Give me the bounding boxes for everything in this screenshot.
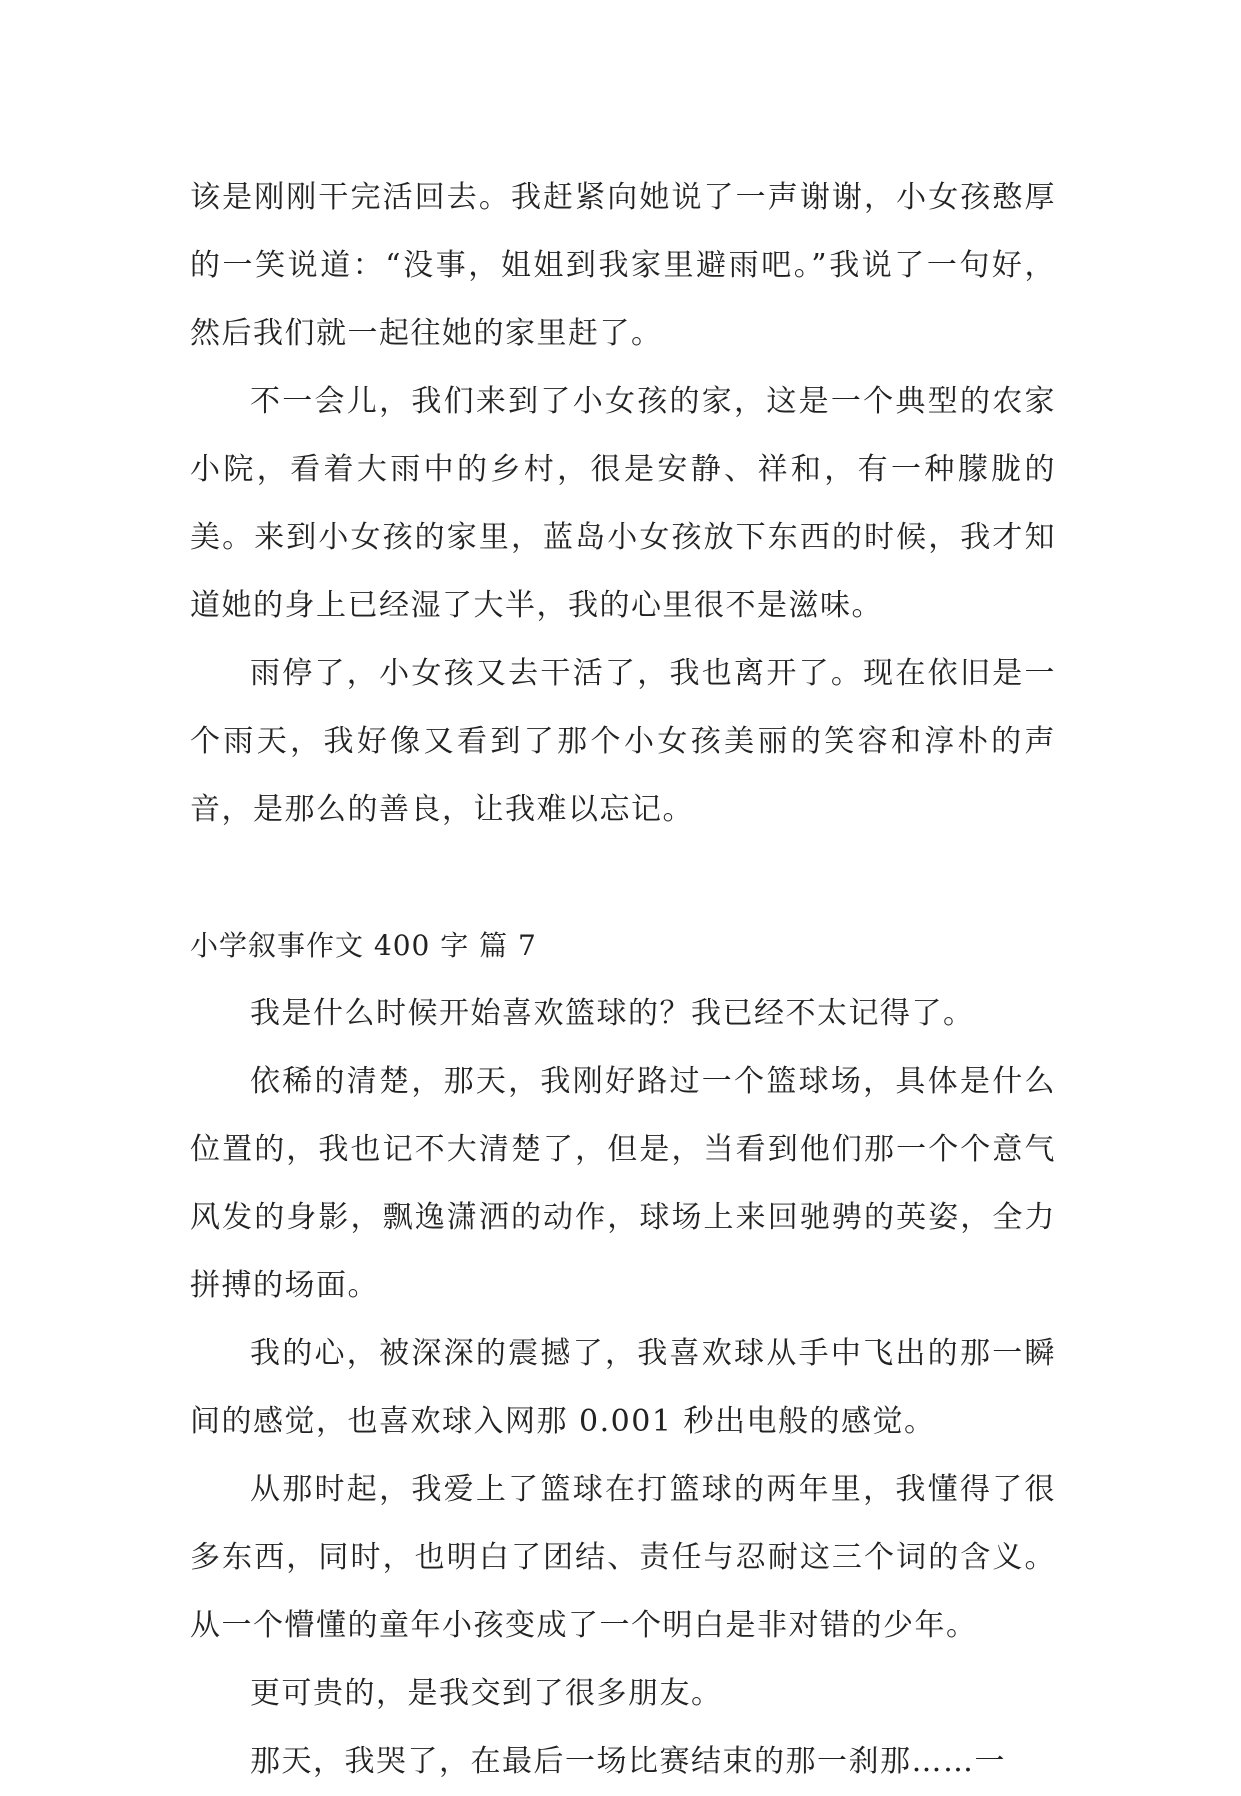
paragraph: 我是什么时候开始喜欢篮球的？我已经不太记得了。 — [250, 996, 975, 1031]
paragraph: 雨停了，小女孩又去干活了，我也离开了。现在依旧是一个雨天，我好像又看到了那个小女孩美丽的笑容和淳朴的声音，是那么的善良，让我难以忘记。 — [190, 656, 1056, 827]
paragraph: 那天，我哭了，在最后一场比赛结束的那一刹那……一 — [250, 1744, 1006, 1779]
paragraph: 从那时起，我爱上了篮球在打篮球的两年里，我懂得了很多东西，同时，也明白了团结、责任与忍耐这三个词的含义。从一个懵懂的童年小孩变成了一个明白是非对错的少年。 — [190, 1472, 1056, 1643]
paragraph: 依稀的清楚，那天，我刚好路过一个篮球场，具体是什么位置的，我也记不大清楚了，但是，当看到他们那一个个意气风发的身影，飘逸潇洒的动作，球场上来回驰骋的英姿，全力拼搏的场面。 — [190, 1064, 1056, 1303]
paragraph-continued: 该是刚刚干完活回去。我赶紧向她说了一声谢谢，小女孩憨厚的一笑说道：“没事，姐姐到我家里避雨吧。”我说了一句好，然后我们就一起往她的家里赶了。 — [190, 180, 1056, 351]
paragraph: 更可贵的，是我交到了很多朋友。 — [250, 1676, 723, 1711]
document-page — [190, 164, 1056, 1796]
paragraph: 我的心，被深深的震撼了，我喜欢球从手中飞出的那一瞬间的感觉，也喜欢球入网那 0.001 秒出电般的感觉。 — [190, 1336, 1056, 1439]
section-title: 小学叙事作文 400 字 篇 7 — [190, 929, 537, 962]
paragraph: 不一会儿，我们来到了小女孩的家，这是一个典型的农家小院，看着大雨中的乡村，很是安静、祥和，有一种朦胧的美。来到小女孩的家里，蓝岛小女孩放下东西的时候，我才知道她的身上已经湿了大半，我的心里很不是滋味。 — [190, 384, 1056, 623]
